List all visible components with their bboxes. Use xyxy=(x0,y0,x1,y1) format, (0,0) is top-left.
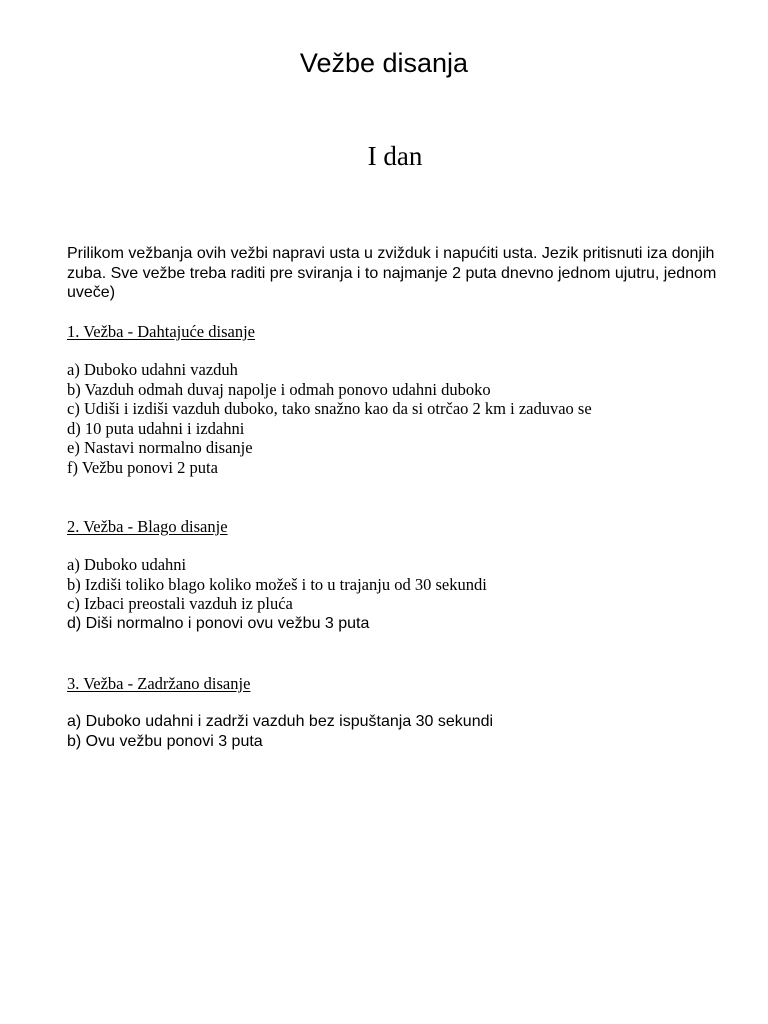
intro-paragraph: Prilikom vežbanja ovih vežbi napravi usta u zvižduk i napućiti usta. Jezik pritisnuti iza donjih zuba. Sve vežbe treba raditi pre sviranja i to najmanje 2 puta dnevno jednom ujutru, jednom uveče) xyxy=(67,245,717,301)
exercise-2-step: c) Izbaci preostali vazduh iz pluća xyxy=(67,594,293,613)
exercise-2-step: b) Izdiši toliko blago koliko možeš i to u trajanju od 30 sekundi xyxy=(67,574,487,594)
exercise-2-heading: 2. Vežba - Blago disanje xyxy=(67,517,228,536)
exercise-3-steps xyxy=(67,712,493,751)
exercise-3-step: a) Duboko udahni i zadrži vazduh bez ispuštanja 30 sekundi xyxy=(67,713,494,730)
exercise-3-step: b) Ovu vežbu ponovi 3 puta xyxy=(67,732,263,750)
exercise-1-step: e) Nastavi normalno disanje xyxy=(67,438,253,457)
exercise-1-step: a) Duboko udahni vazduh xyxy=(67,360,238,379)
page-title: Vežbe disanja xyxy=(299,48,469,78)
exercise-1-step: f) Vežbu ponovi 2 puta xyxy=(67,457,218,477)
exercise-1-steps xyxy=(67,360,592,477)
exercise-1-step: d) 10 puta udahni i izdahni xyxy=(67,418,245,438)
exercise-3-heading: 3. Vežba - Zadržano disanje xyxy=(67,674,251,693)
day-subtitle: I dan xyxy=(367,141,423,171)
exercise-1-step: c) Udiši i izdiši vazduh duboko, tako snažno kao da si otrčao 2 km i zaduvao se xyxy=(67,399,592,418)
exercise-2-step: d) Diši normalno i ponovi ovu vežbu 3 puta xyxy=(67,614,370,632)
exercise-2-step: a) Duboko udahni xyxy=(67,555,187,574)
exercise-1-step: b) Vazduh odmah duvaj napolje i odmah ponovo udahni duboko xyxy=(67,379,491,399)
exercise-2-steps xyxy=(67,555,487,633)
exercise-1-heading: 1. Vežba - Dahtajuće disanje xyxy=(67,322,255,341)
